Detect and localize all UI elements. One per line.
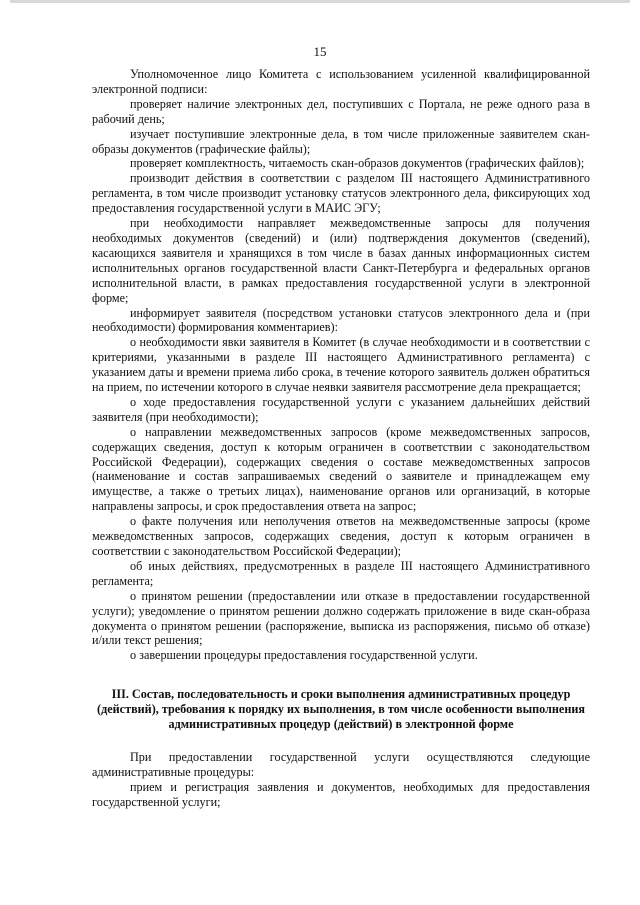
page-number: 15 (313, 44, 327, 59)
section-heading: III. Состав, последовательность и сроки выполнения административных процедур (действий), требования к порядку их выполнения, в том числе особенности выполнения административных процедур (действий) в электронной форме (97, 687, 585, 732)
paragraph: проверяет наличие электронных дел, поступивших с Портала, не реже одного раза в рабочий день; (92, 96, 590, 126)
paragraph-list (92, 67, 590, 663)
paragraph: о ходе предоставления государственной услуги с указанием дальнейших действий заявителя (при необходимости); (92, 394, 590, 424)
paragraph: изучает поступившие электронные дела, в том числе приложенные заявителем скан-образы документов (графические файлы); (92, 126, 590, 156)
paragraph: производит действия в соответствии с разделом III настоящего Административного регламента, в том числе производит установку статусов электронного дела, фиксирующих ход предоставления государственной услуги в МАИС ЭГУ; (92, 171, 590, 216)
paragraph: о необходимости явки заявителя в Комитет (в случае необходимости и в соответствии с критериями, указанными в разделе III настоящего Административного регламента) с указанием даты и времени приема либо срока, в течение которого заявитель должен обратиться на прием, по истечении которого в случае неявки заявителя рассмотрение дела прекращается; (92, 335, 590, 395)
paragraph: о факте получения или неполучения ответов на межведомственные запросы (кроме межведомственных запросов, содержащих сведения, доступ к которым ограничен в соответствии с законодательством Российской Федерации); (92, 514, 590, 558)
page-top-edge (10, 0, 630, 3)
paragraph: информирует заявителя (посредством установки статусов электронного дела и (при необходимости) формирования комментариев): (92, 305, 590, 335)
document-body (92, 67, 590, 810)
paragraph: При предоставлении государственной услуги осуществляются следующие административные процедуры: (92, 749, 590, 779)
paragraph: Уполномоченное лицо Комитета с использованием усиленной квалифицированной электронной подписи: (92, 67, 590, 96)
paragraph: прием и регистрация заявления и документов, необходимых для предоставления государственной услуги; (92, 779, 590, 809)
paragraph: проверяет комплектность, читаемость скан-образов документов (графических файлов); (130, 156, 585, 171)
paragraph: при необходимости направляет межведомственные запросы для получения необходимых документов (сведений) и (или) подтверждения документов (сведений), касающихся заявителя и хранящихся в том числе в базах данных информационных систем исполнительных органов государственной власти Санкт-Петербурга и федеральных органов исполнительной власти, в рамках предоставления государственной услуги в электронной форме; (92, 216, 590, 305)
paragraph: о принятом решении (предоставлении или отказе в предоставлении государственной услуги); уведомление о принятом решении должно содержать приложение в виде скан-образа документа о принятом решении (распоряжение, выписка из распоряжения, письмо об отказе) и/или текст решения; (92, 588, 590, 648)
paragraph: о направлении межведомственных запросов (кроме межведомственных запросов, содержащих сведения, доступ к которым ограничен в соответствии с законодательством Российской Федерации), содержащих сведения о составе межведомственных запросов (наименование и состав запрашиваемых сведений о заявителе и принадлежащем ему имуществе, а также о третьих лицах), наименование органов или организаций, в которые направлены запросы, и срок предоставления ответа на запрос; (92, 424, 590, 514)
paragraph-list-after-heading (92, 750, 590, 810)
paragraph: об иных действиях, предусмотренных в разделе III настоящего Административного регламента; (92, 558, 590, 588)
paragraph: о завершении процедуры предоставления государственной услуги. (130, 648, 478, 663)
